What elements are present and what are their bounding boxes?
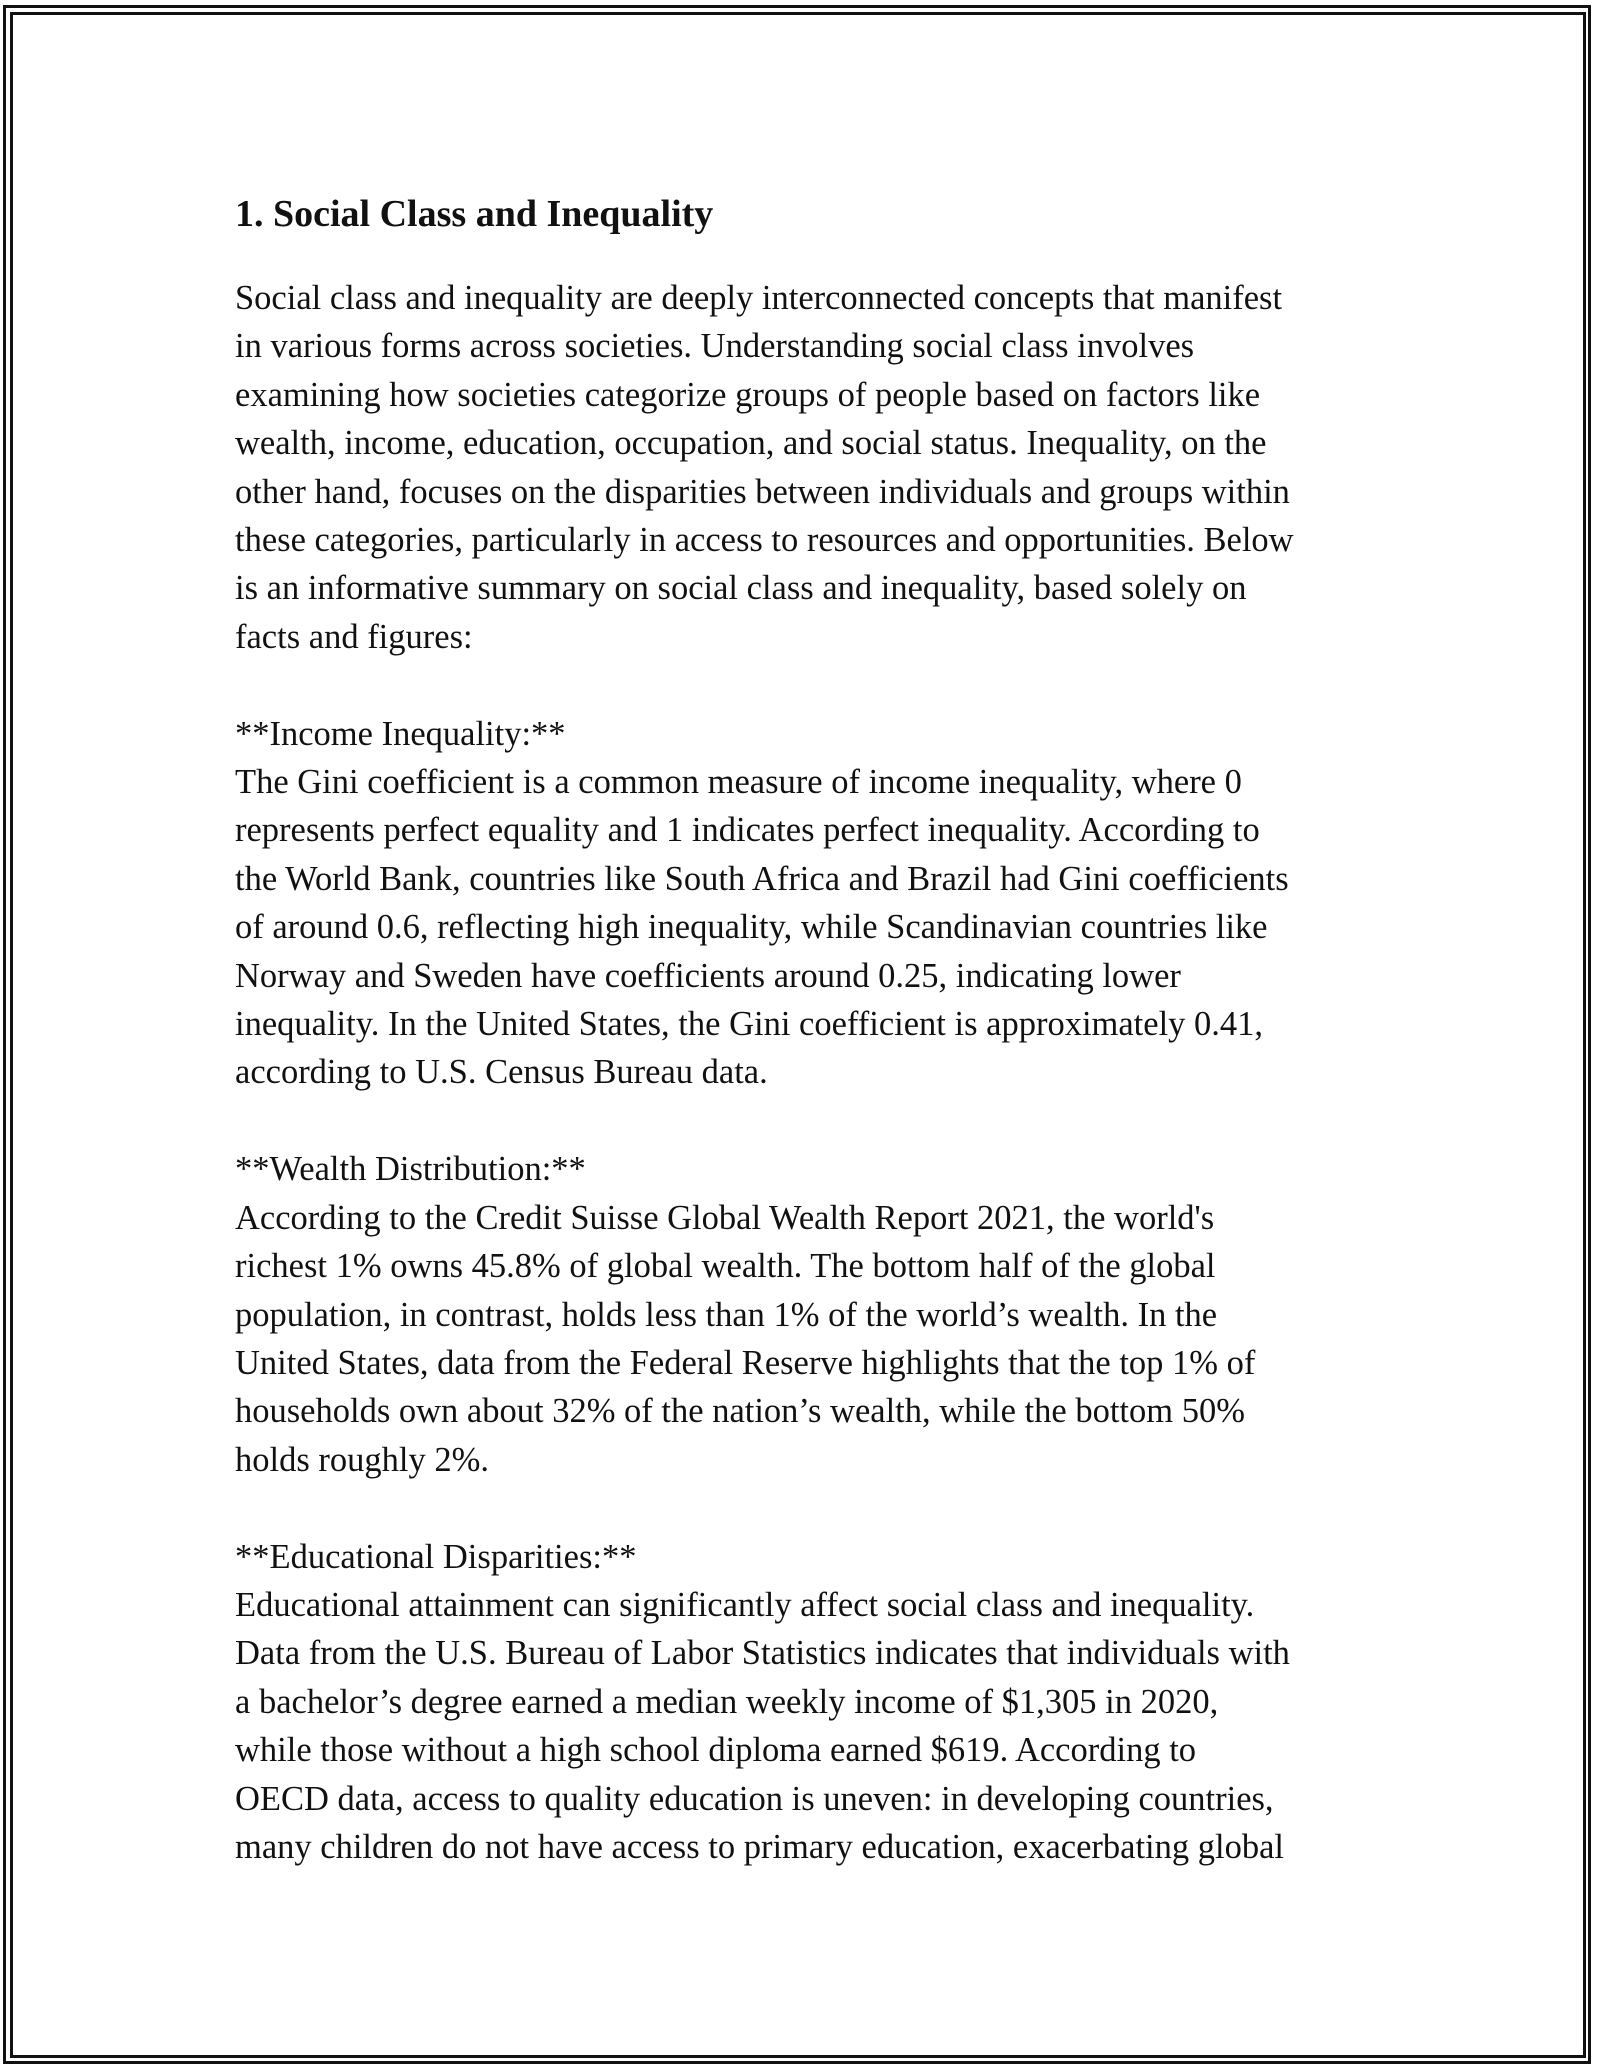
income-inequality-label: **Income Inequality:**	[235, 714, 566, 753]
income-inequality-paragraph: The Gini coefficient is a common measure of income inequality, where 0 represents perfect equality and 1 indicates perfect inequality. According to the World Bank, countries like South Africa and Brazil had Gini coefficients of around 0.6, reflecting high inequality, while Scandinavian countries like Norway and Sweden have coefficients around 0.25, indicating lower inequality. In the United States, the Gini coefficient is approximately 0.41, according to U.S. Census Bureau data.	[235, 763, 1289, 1092]
educational-disparities-label: **Educational Disparities:**	[235, 1537, 637, 1576]
paragraph-spacer	[235, 661, 1365, 709]
section-heading: 1. Social Class and Inequality	[235, 193, 714, 235]
paragraph-spacer	[235, 1097, 1365, 1145]
intro-paragraph: Social class and inequality are deeply interconnected concepts that manifest in various forms across societies. Understanding social class involves examining how societies categorize groups of people based on factors like wealth, income, education, occupation, and social status. Inequality, on the other hand, focuses on the disparities between individuals and groups within these categories, particularly in access to resources and opportunities. Below is an informative summary on social class and inequality, based solely on facts and figures:	[235, 279, 1294, 656]
wealth-distribution-paragraph: According to the Credit Suisse Global Wealth Report 2021, the world's richest 1% owns 45.8% of global wealth. The bottom half of the global population, in contrast, holds less than 1% of the world’s wealth. In the United States, data from the Federal Reserve highlights that the top 1% of households own about 32% of the nation’s wealth, while the bottom 50% holds roughly 2%.	[235, 1198, 1256, 1479]
wealth-distribution-label: **Wealth Distribution:**	[235, 1150, 586, 1189]
document-body	[235, 182, 1365, 1871]
paragraph-spacer	[235, 1484, 1365, 1532]
educational-disparities-paragraph: Educational attainment can significantly affect social class and inequality. Data from the U.S. Bureau of Labor Statistics indicates that individuals with a bachelor’s degree earned a median weekly income of $1,305 in 2020, while those without a high school diploma earned $619. According to OECD data, access to quality education is uneven: in developing countries, many children do not have access to primary education, exacerbating global	[235, 1585, 1290, 1866]
